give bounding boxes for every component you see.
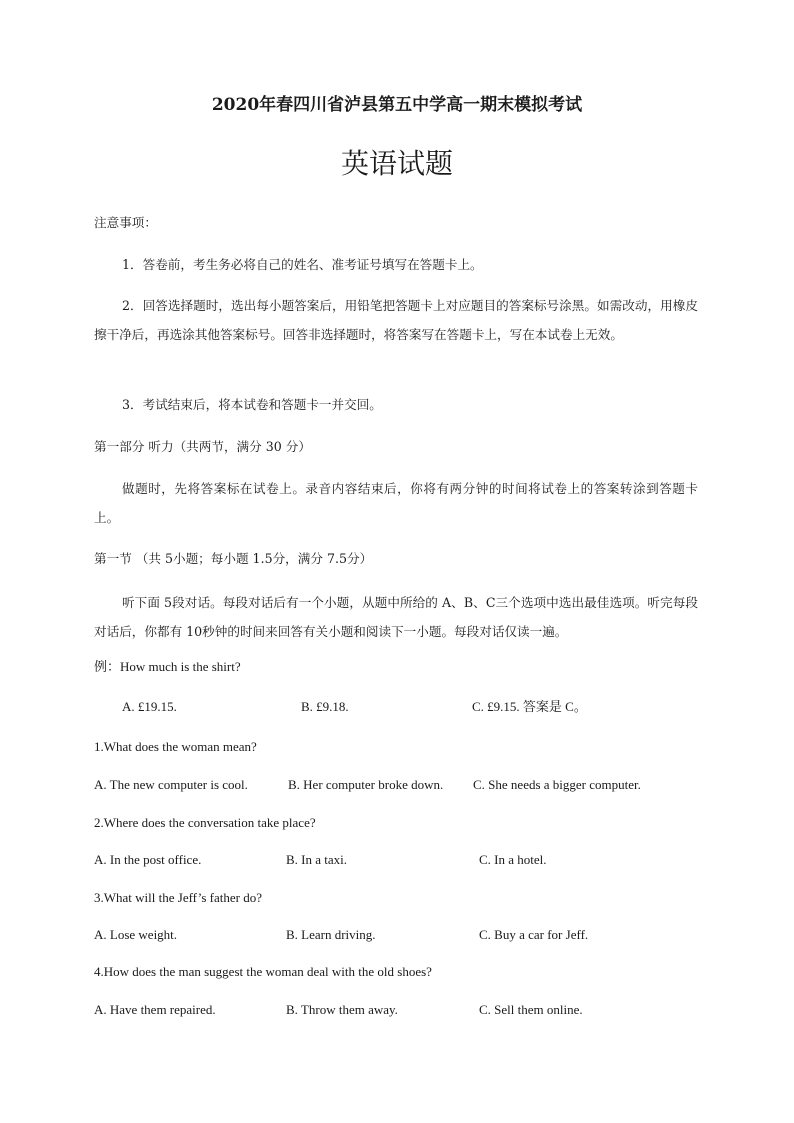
example-question: 例：How much is the shirt? xyxy=(94,659,241,674)
question-2: 2.Where does the conversation take place? xyxy=(94,815,316,830)
question-1-option-a: A. The new computer is cool. xyxy=(94,777,248,792)
question-4-option-b: B. Throw them away. xyxy=(286,1002,398,1017)
note-item-1: 1．答卷前，考生务必将自己的姓名、准考证号填写在答题卡上。 xyxy=(122,257,483,272)
question-1-option-b: B. Her computer broke down. xyxy=(288,777,444,792)
question-2-option-a: A. In the post office. xyxy=(94,852,202,867)
part1-heading: 第一部分 听力（共两节，满分 30 分） xyxy=(94,439,311,454)
question-4: 4.How does the man suggest the woman deal with the old shoes? xyxy=(94,964,432,979)
example-option-a: A. £19.15. xyxy=(122,699,177,714)
part1-instruction: 做题时，先将答案标在试卷上。录音内容结束后，你将有两分钟的时间将试卷上的答案转涂到答题卡上。 xyxy=(94,481,698,525)
subject-title: 英语试题 xyxy=(340,147,453,180)
question-4-option-c: C. Sell them online. xyxy=(479,1002,583,1017)
question-1: 1.What does the woman mean? xyxy=(94,739,257,754)
note-item-3: 3．考试结束后，将本试卷和答题卡一并交回。 xyxy=(122,397,382,412)
question-3-option-c: C. Buy a car for Jeff. xyxy=(479,927,589,942)
question-4-option-a: A. Have them repaired. xyxy=(94,1002,216,1017)
question-1-option-c: C. She needs a bigger computer. xyxy=(473,777,641,792)
section1-instruction: 听下面 5段对话。每段对话后有一个小题，从题中所给的 A、B、C三个选项中选出最佳选项。听完每段对话后，你都有 10秒钟的时间来回答有关小题和阅读下一小题。每段对话仅读一遍。 xyxy=(94,595,698,639)
question-3-option-b: B. Learn driving. xyxy=(286,927,376,942)
question-2-option-b: B. In a taxi. xyxy=(286,852,348,867)
example-option-b: B. £9.18. xyxy=(301,699,349,714)
section1-heading: 第一节 （共 5小题；每小题 1.5分，满分 7.5分） xyxy=(94,551,373,566)
question-2-option-c: C. In a hotel. xyxy=(479,852,547,867)
notes-heading: 注意事项： xyxy=(94,215,157,230)
note-item-2: 2．回答选择题时，选出每小题答案后，用铅笔把答题卡上对应题目的答案标号涂黑。如需改动，用橡皮擦干净后，再选涂其他答案标号。回答非选择题时，将答案写在答题卡上，写在本试卷上无效。 xyxy=(94,298,698,342)
question-3-option-a: A. Lose weight. xyxy=(94,927,178,942)
exam-title: 2020年春四川省泸县第五中学高一期末模拟考试 xyxy=(211,95,583,115)
question-3: 3.What will the Jeff’s father do? xyxy=(94,890,262,905)
example-option-c: C. £9.15. 答案是 C。 xyxy=(472,699,587,714)
